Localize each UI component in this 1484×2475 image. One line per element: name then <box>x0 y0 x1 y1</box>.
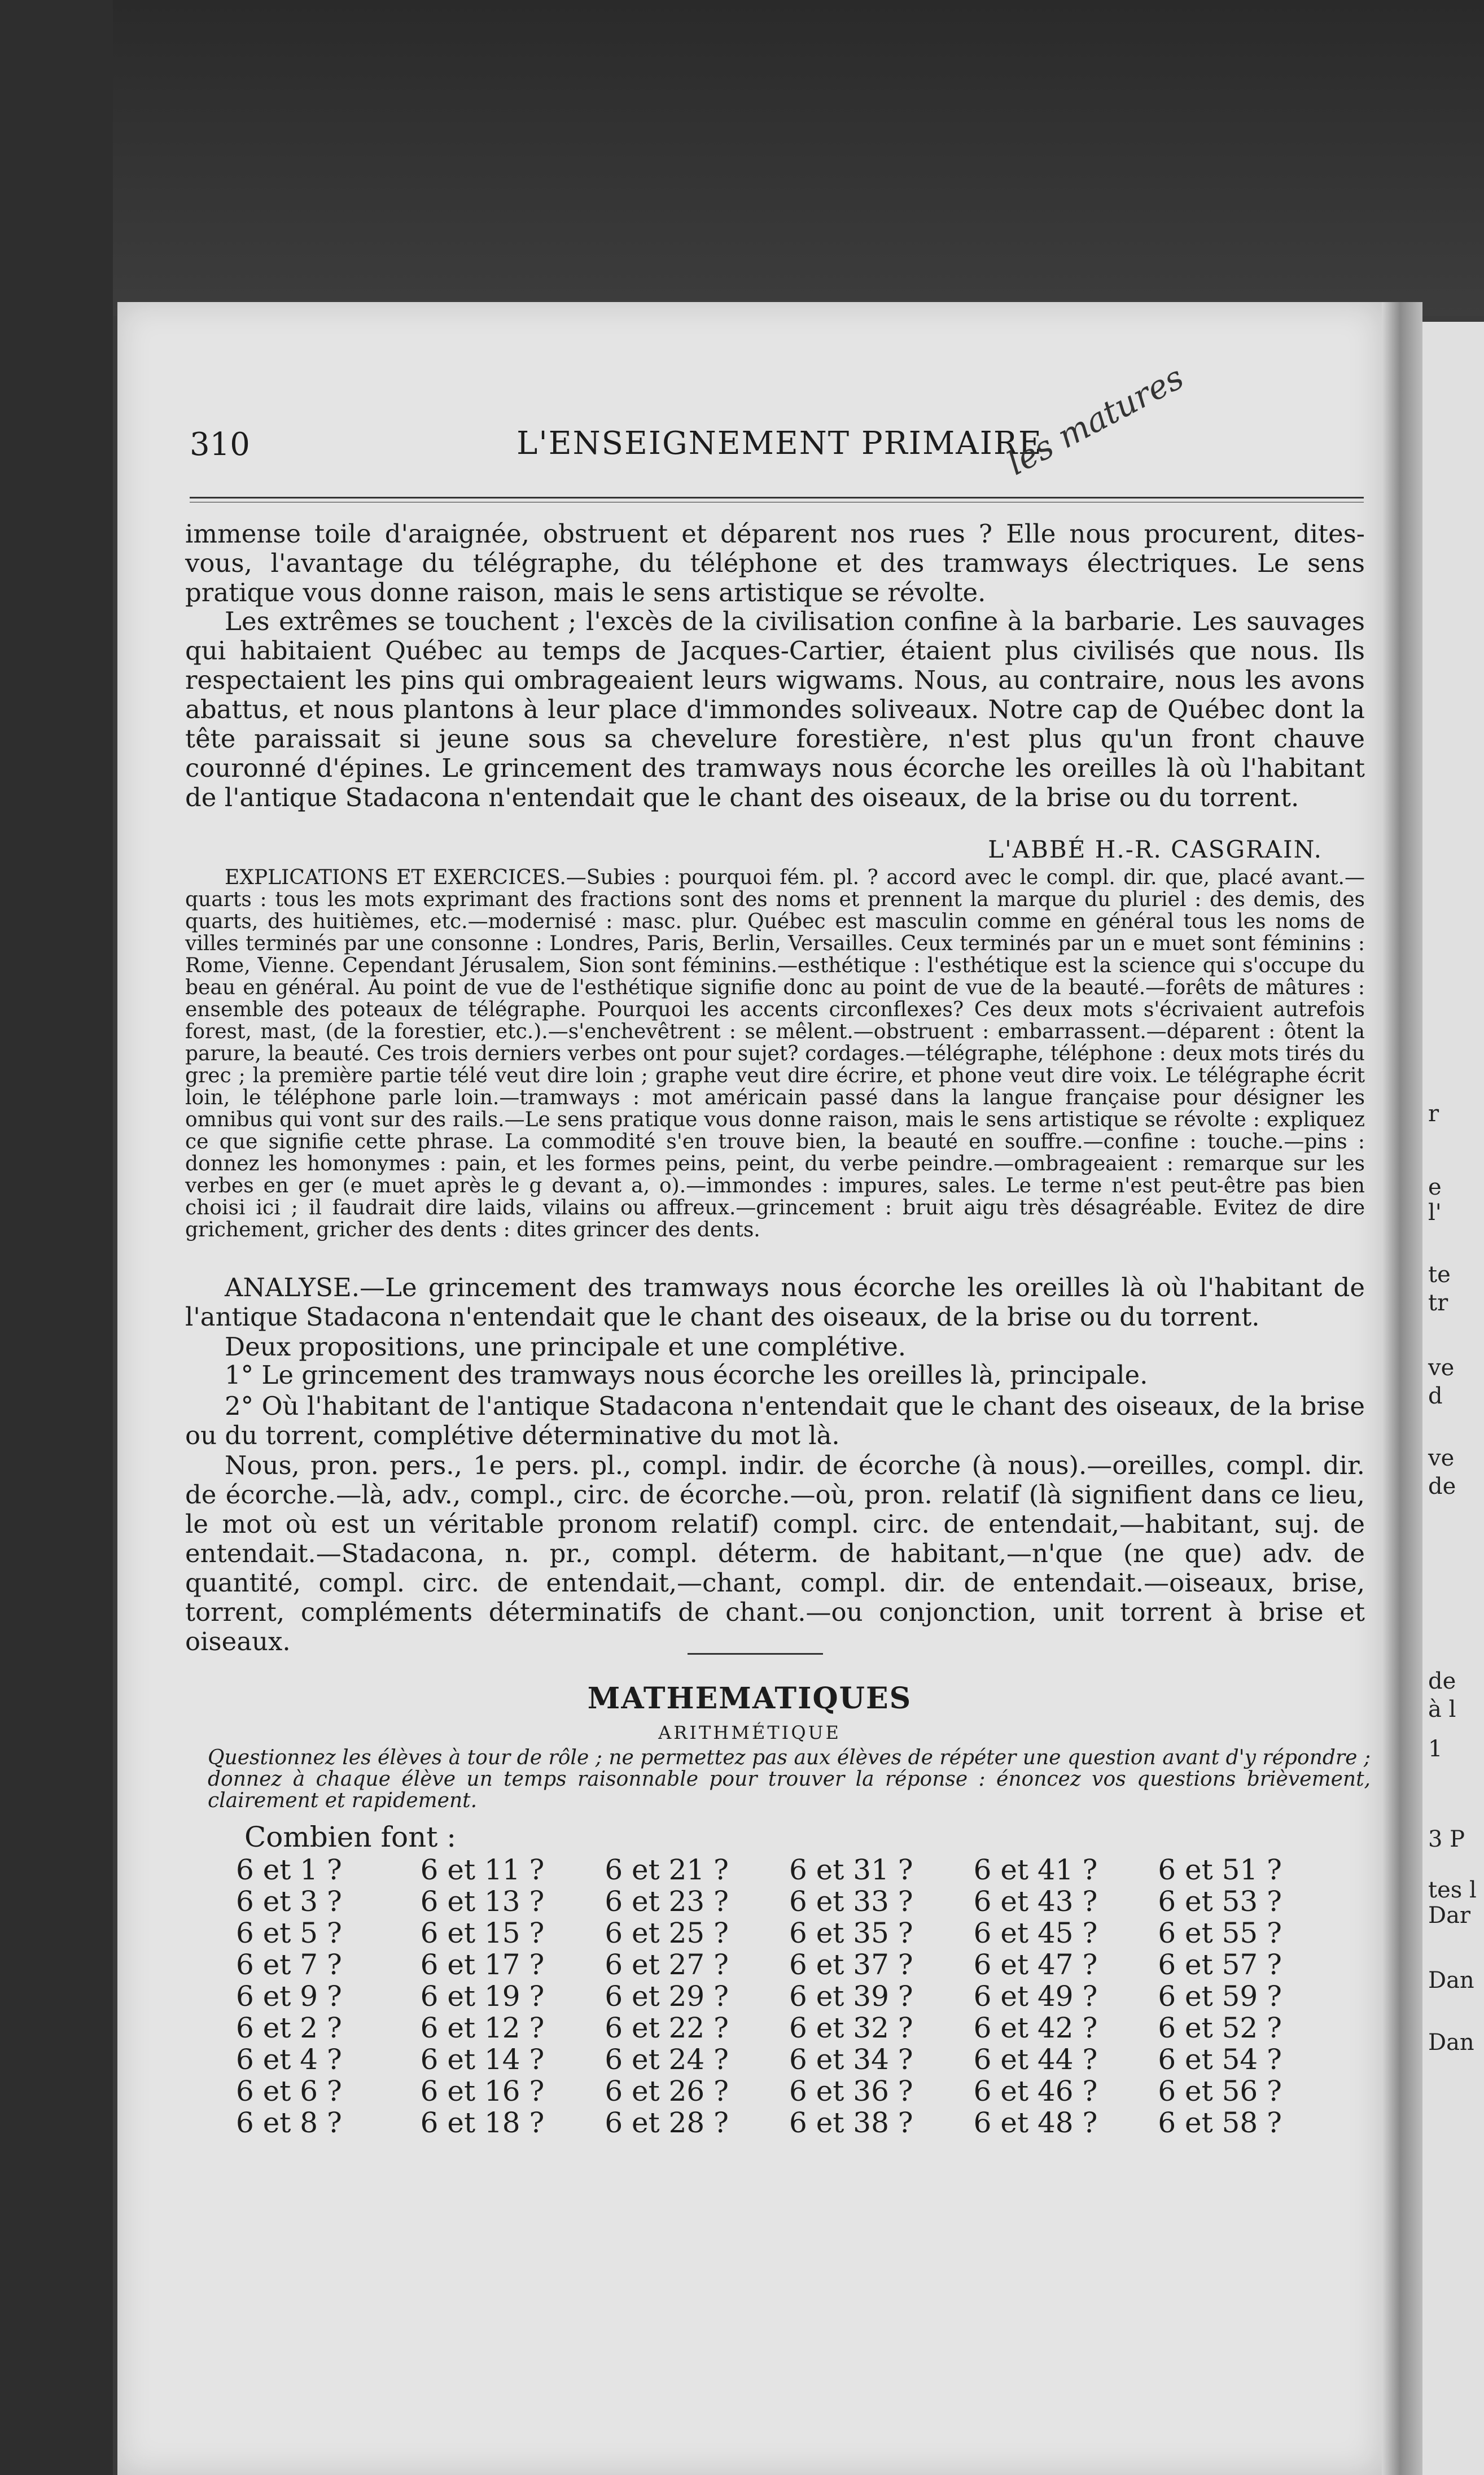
math-instructions: Questionnez les élèves à tour de rôle ; ne permettez pas aux élèves de répéter une question avant d'y répondre ; donnez à chaque élève un temps raisonnable pour trouver la réponse : énoncez vos questions brièvement, clairement et rapidement. <box>208 1746 1371 1812</box>
explications-exercices: EXPLICATIONS ET EXERCICES.—Subies : pourquoi fém. pl. ? accord avec le compl. dir. que, placé avant.—quarts : tous les mots exprimant des fractions sont des noms et prennent la marque du pluriel : des demis, des quarts, des huitièmes, etc.—modernisé : masc. plur. Québec est masculin comme en général tous les noms de villes terminés par une consonne : Londres, Paris, Berlin, Versailles. Ceux terminés par un e muet sont féminins : Rome, Vienne. Cependant Jérusalem, Sion sont féminins.—esthétique : l'esthétique est la science qui s'occupe du beau en général. Au point de vue de l'esthétique signifie donc au point de vue de la beauté.—forêts de mâtures : ensemble des poteaux de télégraphe. Pourquoi les accents circonflexes? Ces deux mots s'écrivaient autrefois forest, mast, (de la forestier, etc.).—s'enchevêtrent : se mêlent.—obstruent : embarrassent.—déparent : ôtent la parure, la beauté. Ces trois derniers verbes ont pour sujet? cordages.—télégraphe, téléphone : deux mots tirés du grec ; la première partie télé veut dire loin ; graphe veut dire écrire, et phone veut dire voix. Le télégraphe écrit loin, le téléphone parle loin.—tramways : mot américain passé dans la langue française pour désigner les omnibus qui vont sur des rails.—Le sens pratique vous donne raison, mais le sens artistique se révolte : expliquez ce que signifie cette phrase. La commodité s'en trouve bien, la beauté en souffre.—confine : touche.—pins : donnez les homonymes : pain, et les formes peins, peint, du verbe peindre.—ombrageaient : remarque sur les verbes en ger (e muet après le g devant a, o).—immondes : impures, sales. Le terme n'est peut-être pas bien choisi ici ; il faudrait dire laids, vilains ou affreux.—grincement : bruit aigu très désagréable. Evitez de dire grichement, gricher des dents : dites grincer des dents. <box>185 866 1365 1241</box>
analyse-detail: Nous, pron. pers., 1e pers. pl., compl. indir. de écorche (à nous).—oreilles, compl. dir. de écorche.—là, adv., compl., circ. de écorche.—où, pron. relatif (là signifient dans ce lieu, le mot où est un véritable pronom relatif) compl. circ. de entendait,—habitant, suj. de entendait.—Stadacona, n. pr., compl. déterm. de habitant,—n'que (ne que) adv. de quantité, compl. circ. de entendait,—chant, compl. dir. de entendait.—oiseaux, brise, torrent, compléments déterminatifs de chant.—ou conjonction, unit torrent à brise et oiseaux. <box>185 1450 1365 1656</box>
addition-item: 6 et 18 ? <box>420 2106 545 2139</box>
addition-item: 6 et 42 ? <box>973 2012 1098 2044</box>
adjacent-fragment: Dan <box>1428 1967 1474 1993</box>
page-header <box>190 421 1369 466</box>
combien-font-heading: Combien font : <box>244 1821 457 1853</box>
analyse-intro: ANALYSE.—Le grincement des tramways nous écorche les oreilles là où l'habitant de l'antique Stadacona n'entendait que le chant des oiseaux, de la brise ou du torrent. <box>185 1273 1365 1332</box>
article-paragraph: Les extrêmes se touchent ; l'excès de la civilisation confine à la barbarie. Les sauvages qui habitaient Québec au temps de Jacques-Cartier, étaient plus civilisés que nous. Ils respectaient les pins qui ombrageaient leurs wigwams. Nous, au contraire, nous les avons abattus, et nous plantons à leur place d'immondes soliveaux. Notre cap de Québec dont la tête paraissait si jeune sous sa chevelure forestière, n'est plus qu'un front chauve couronné d'épines. Le grincement des tramways nous écorche les oreilles là où l'habitant de l'antique Stadacona n'entendait que le chant des oiseaux, de la brise ou du torrent. <box>185 606 1365 812</box>
addition-item: 6 et 13 ? <box>420 1885 545 1918</box>
film-border-top <box>0 0 1484 316</box>
addition-item: 6 et 29 ? <box>605 1980 729 2013</box>
addition-item: 6 et 6 ? <box>236 2075 342 2107</box>
addition-item: 6 et 5 ? <box>236 1917 342 1949</box>
author-signature: L'ABBÉ H.-R. CASGRAIN. <box>988 836 1323 863</box>
addition-item: 6 et 58 ? <box>1158 2106 1282 2139</box>
addition-item: 6 et 28 ? <box>605 2106 729 2139</box>
analyse-proposition-2: 2° Où l'habitant de l'antique Stadacona n'entendait que le chant des oiseaux, de la brise ou du torrent, complétive déterminative du mot là. <box>185 1391 1365 1450</box>
addition-item: 6 et 17 ? <box>420 1948 545 1981</box>
analyse-proposition-1: 1° Le grincement des tramways nous écorche les oreilles là, principale. <box>225 1360 1148 1390</box>
addition-item: 6 et 31 ? <box>789 1853 913 1886</box>
addition-item: 6 et 35 ? <box>789 1917 913 1949</box>
adjacent-fragment: 1 <box>1428 1736 1443 1762</box>
adjacent-fragment: Dan <box>1428 2030 1474 2056</box>
section-subtitle: ARITHMÉTIQUE <box>658 1722 841 1743</box>
book-gutter <box>1382 302 1422 2475</box>
addition-item: 6 et 23 ? <box>605 1885 729 1918</box>
addition-item: 6 et 41 ? <box>973 1853 1098 1886</box>
addition-item: 6 et 9 ? <box>236 1980 342 2013</box>
header-rule <box>190 497 1364 502</box>
addition-item: 6 et 49 ? <box>973 1980 1098 2013</box>
adjacent-fragment: tr <box>1428 1290 1448 1316</box>
addition-item: 6 et 7 ? <box>236 1948 342 1981</box>
addition-item: 6 et 44 ? <box>973 2043 1098 2076</box>
addition-item: 6 et 48 ? <box>973 2106 1098 2139</box>
addition-item: 6 et 47 ? <box>973 1948 1098 1981</box>
handwritten-annotation: les matures <box>1001 357 1190 483</box>
adjacent-fragment: l' <box>1428 1200 1442 1226</box>
addition-item: 6 et 37 ? <box>789 1948 913 1981</box>
addition-item: 6 et 24 ? <box>605 2043 729 2076</box>
running-title: L'ENSEIGNEMENT PRIMAIRE <box>516 425 1043 462</box>
adjacent-fragment: de <box>1428 1668 1456 1694</box>
adjacent-fragment: Dar <box>1428 1903 1471 1929</box>
addition-item: 6 et 3 ? <box>236 1885 342 1918</box>
adjacent-page-edge <box>1422 322 1484 2475</box>
addition-item: 6 et 57 ? <box>1158 1948 1282 1981</box>
addition-item: 6 et 21 ? <box>605 1853 729 1886</box>
analyse-propositions: Deux propositions, une principale et une complétive. <box>225 1332 907 1362</box>
section-title: MATHEMATIQUES <box>587 1681 912 1716</box>
addition-grid <box>236 1853 1342 2138</box>
addition-item: 6 et 19 ? <box>420 1980 545 2013</box>
adjacent-fragment: e <box>1428 1174 1442 1200</box>
addition-item: 6 et 32 ? <box>789 2012 913 2044</box>
addition-item: 6 et 26 ? <box>605 2075 729 2107</box>
addition-item: 6 et 25 ? <box>605 1917 729 1949</box>
addition-item: 6 et 53 ? <box>1158 1885 1282 1918</box>
adjacent-fragment: tes l <box>1428 1877 1477 1903</box>
addition-item: 6 et 51 ? <box>1158 1853 1282 1886</box>
addition-item: 6 et 45 ? <box>973 1917 1098 1949</box>
adjacent-fragment: d <box>1428 1383 1443 1409</box>
addition-item: 6 et 52 ? <box>1158 2012 1282 2044</box>
addition-item: 6 et 22 ? <box>605 2012 729 2044</box>
addition-item: 6 et 39 ? <box>789 1980 913 2013</box>
addition-item: 6 et 56 ? <box>1158 2075 1282 2107</box>
addition-item: 6 et 16 ? <box>420 2075 545 2107</box>
page-number: 310 <box>190 426 250 463</box>
film-border-left <box>0 0 113 2475</box>
addition-item: 6 et 55 ? <box>1158 1917 1282 1949</box>
addition-item: 6 et 15 ? <box>420 1917 545 1949</box>
addition-item: 6 et 11 ? <box>420 1853 545 1886</box>
adjacent-fragment: ve <box>1428 1355 1455 1381</box>
adjacent-fragment: de <box>1428 1473 1456 1499</box>
adjacent-fragment: ve <box>1428 1445 1455 1471</box>
addition-item: 6 et 33 ? <box>789 1885 913 1918</box>
addition-item: 6 et 43 ? <box>973 1885 1098 1918</box>
addition-item: 6 et 27 ? <box>605 1948 729 1981</box>
adjacent-fragment: 3 P <box>1428 1826 1465 1852</box>
addition-item: 6 et 2 ? <box>236 2012 342 2044</box>
addition-item: 6 et 38 ? <box>789 2106 913 2139</box>
section-divider <box>688 1653 823 1655</box>
addition-item: 6 et 59 ? <box>1158 1980 1282 2013</box>
addition-item: 6 et 54 ? <box>1158 2043 1282 2076</box>
addition-item: 6 et 1 ? <box>236 1853 342 1886</box>
adjacent-fragment: r <box>1428 1101 1439 1127</box>
book-page <box>117 302 1382 2475</box>
addition-item: 6 et 36 ? <box>789 2075 913 2107</box>
adjacent-fragment: te <box>1428 1262 1451 1288</box>
addition-item: 6 et 4 ? <box>236 2043 342 2076</box>
addition-item: 6 et 14 ? <box>420 2043 545 2076</box>
article-paragraph: immense toile d'araignée, obstruent et déparent nos rues ? Elle nous procurent, dites-vous, l'avantage du télégraphe, du téléphone et des tramways électriques. Le sens pratique vous donne raison, mais le sens artistique se révolte. <box>185 519 1365 607</box>
addition-item: 6 et 12 ? <box>420 2012 545 2044</box>
adjacent-fragment: à l <box>1428 1696 1456 1722</box>
addition-item: 6 et 46 ? <box>973 2075 1098 2107</box>
addition-item: 6 et 34 ? <box>789 2043 913 2076</box>
addition-item: 6 et 8 ? <box>236 2106 342 2139</box>
